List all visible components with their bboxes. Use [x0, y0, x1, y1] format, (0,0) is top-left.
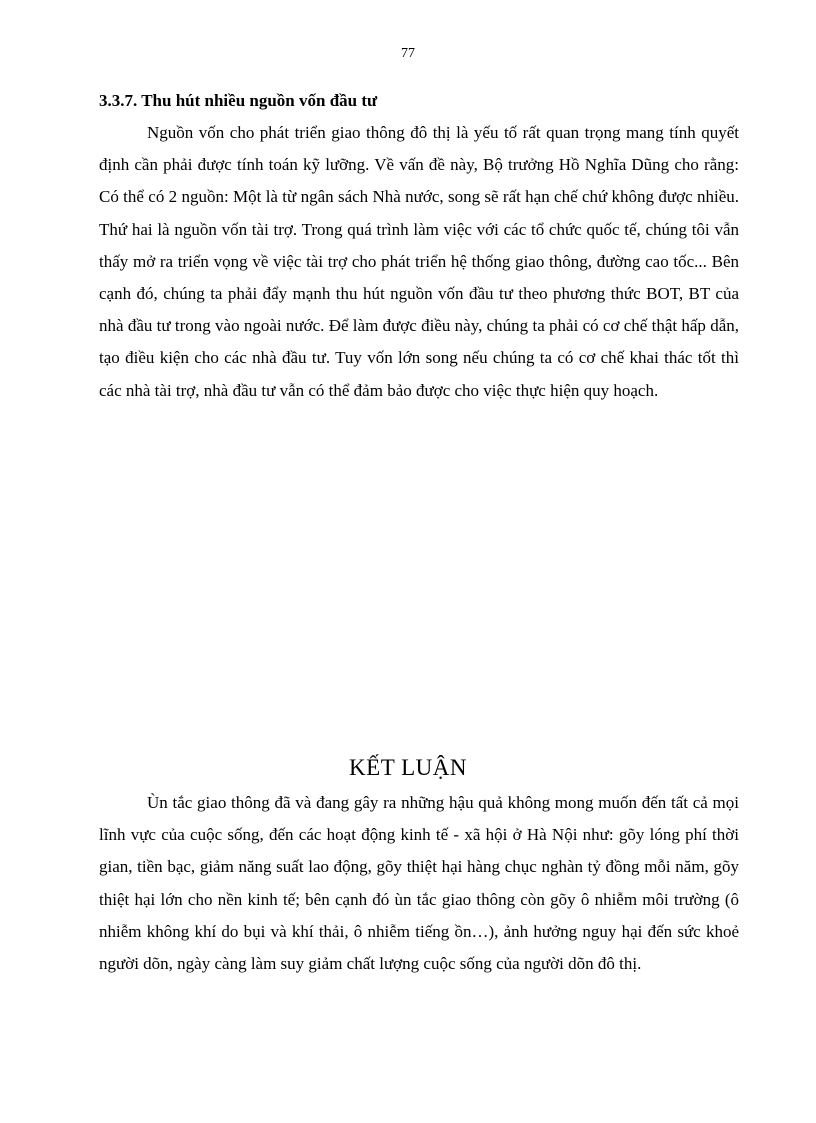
conclusion-title: KẾT LUẬN [349, 755, 467, 780]
section-heading: 3.3.7. Thu hút nhiều nguồn vốn đầu tư [99, 91, 378, 110]
conclusion-paragraph: Ùn tắc giao thông đã và đang gây ra những hậu quả không mong muốn đến tất cả mọi lĩnh vực của cuộc sống, đến các hoạt động kinh tế - xã hội ở Hà Nội như: gõy lóng phí thời gian, tiền bạc, giảm năng suất lao động, gõy thiệt hại hàng chục nghàn tỷ đồng mỗi năm, gõy thiệt hại lớn cho nền kinh tế; bên cạnh đó ùn tắc giao thông còn gõy ô nhiễm môi trường (ô nhiễm không khí do bụi và khí thải, ô nhiễm tiếng ồn…), ảnh hưởng nguy hại đến sức khoẻ người dõn, ngày càng làm suy giảm chất lượng cuộc sống của người dõn đô thị. [99, 793, 739, 974]
section-paragraph: Nguồn vốn cho phát triển giao thông đô thị là yếu tố rất quan trọng mang tính quyết định cần phải được tính toán kỹ lưỡng. Về vấn đề này, Bộ trưởng Hồ Nghĩa Dũng cho rằng: Có thể có 2 nguồn: Một là từ ngân sách Nhà nước, song sẽ rất hạn chế chứ không được nhiều. Thứ hai là nguồn vốn tài trợ. Trong quá trình làm việc với các tổ chức quốc tế, chúng tôi vẫn thấy mở ra triển vọng về việc tài trợ cho phát triển hệ thống giao thông, đường cao tốc... Bên cạnh đó, chúng ta phải đẩy mạnh thu hút nguồn vốn đầu tư theo phương thức BOT, BT của nhà đầu tư trong vào ngoài nước. Để làm được điều này, chúng ta phải có cơ chế thật hấp dẫn, tạo điều kiện cho các nhà đầu tư. Tuy vốn lớn song nếu chúng ta có cơ chế khai thác tốt thì các nhà tài trợ, nhà đầu tư vẫn có thể đảm bảo được cho việc thực hiện quy hoạch. [99, 123, 739, 400]
page-number: 77 [401, 46, 415, 61]
